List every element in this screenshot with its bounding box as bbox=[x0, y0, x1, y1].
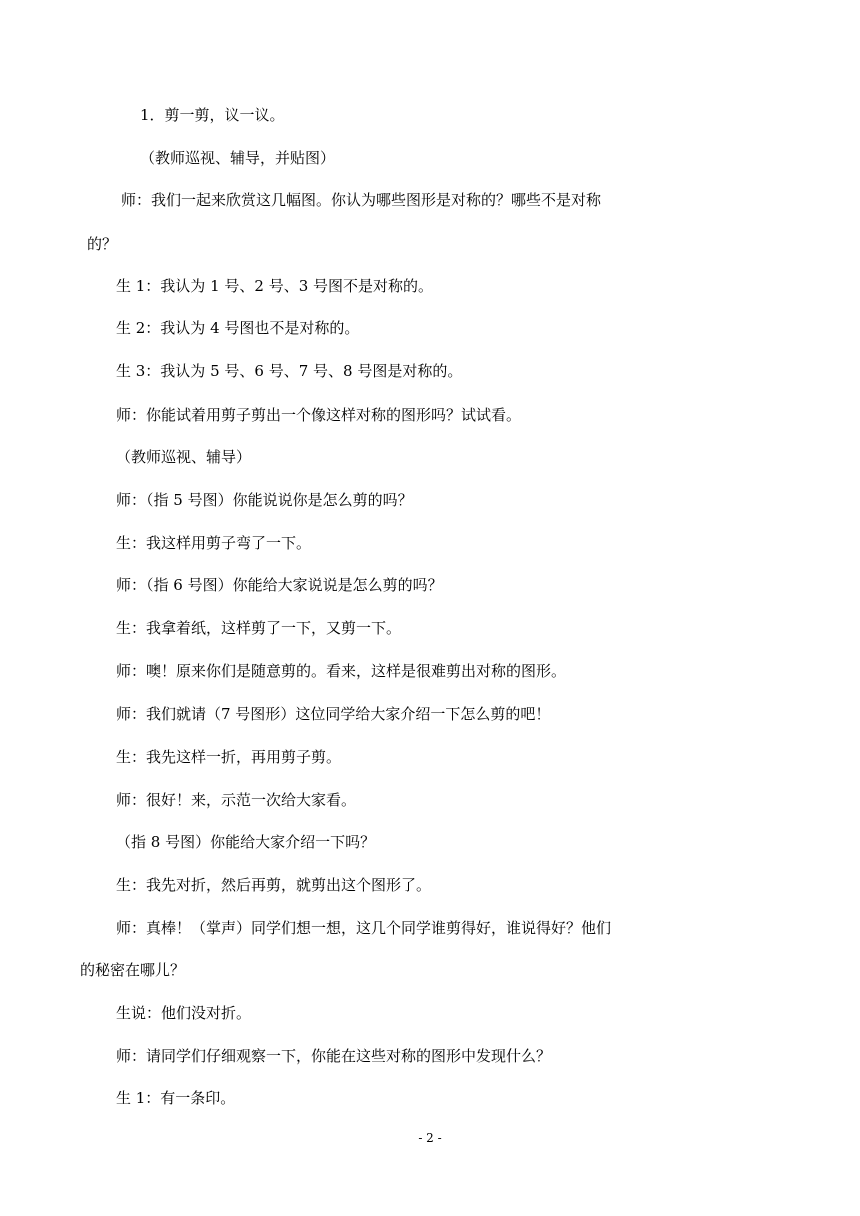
dialogue-line: 师：（指 6 号图）你能给大家说说是怎么剪的吗？ bbox=[116, 576, 443, 594]
section-heading: 1．剪一剪，议一议。 bbox=[140, 106, 285, 124]
dialogue-line: 师：我们就请（7 号图形）这位同学给大家介绍一下怎么剪的吧！ bbox=[116, 705, 551, 723]
dialogue-line: 师：真棒！（掌声）同学们想一想，这几个同学谁剪得好，谁说得好？他们 bbox=[116, 919, 612, 937]
dialogue-line-continuation: 的秘密在哪儿？ bbox=[80, 961, 186, 979]
dialogue-line: 生 3：我认为 5 号、6 号、7 号、8 号图是对称的。 bbox=[116, 362, 463, 380]
dialogue-line: 生 2：我认为 4 号图也不是对称的。 bbox=[116, 319, 360, 337]
dialogue-line: 生说：他们没对折。 bbox=[116, 1004, 252, 1022]
page-number: - 2 - bbox=[418, 1131, 442, 1145]
stage-direction: （教师巡视、辅导，并贴图） bbox=[140, 149, 336, 167]
dialogue-line: 师：你能试着用剪子剪出一个像这样对称的图形吗？试试看。 bbox=[116, 406, 522, 424]
dialogue-line: 师：很好！来，示范一次给大家看。 bbox=[116, 791, 357, 809]
dialogue-line: 师：（指 5 号图）你能说说你是怎么剪的吗？ bbox=[116, 491, 413, 509]
dialogue-line: 师：请同学们仔细观察一下，你能在这些对称的图形中发现什么？ bbox=[116, 1047, 552, 1065]
dialogue-line: 生 1：我认为 1 号、2 号、3 号图不是对称的。 bbox=[116, 277, 434, 295]
stage-direction: （教师巡视、辅导） bbox=[116, 448, 252, 466]
dialogue-line: （指 8 号图）你能给大家介绍一下吗？ bbox=[116, 833, 376, 851]
dialogue-line: 生：我先这样一折，再用剪子剪。 bbox=[116, 748, 342, 766]
dialogue-line: 师：噢！原来你们是随意剪的。看来，这样是很难剪出对称的图形。 bbox=[116, 662, 567, 680]
dialogue-line: 生：我这样用剪子弯了一下。 bbox=[116, 534, 312, 552]
dialogue-line: 师：我们一起来欣赏这几幅图。你认为哪些图形是对称的？哪些不是对称 bbox=[121, 191, 602, 209]
dialogue-line: 生 1：有一条印。 bbox=[116, 1089, 236, 1107]
dialogue-line-continuation: 的？ bbox=[87, 235, 118, 253]
dialogue-line: 生：我拿着纸，这样剪了一下，又剪一下。 bbox=[116, 619, 402, 637]
dialogue-line: 生：我先对折，然后再剪，就剪出这个图形了。 bbox=[116, 876, 432, 894]
